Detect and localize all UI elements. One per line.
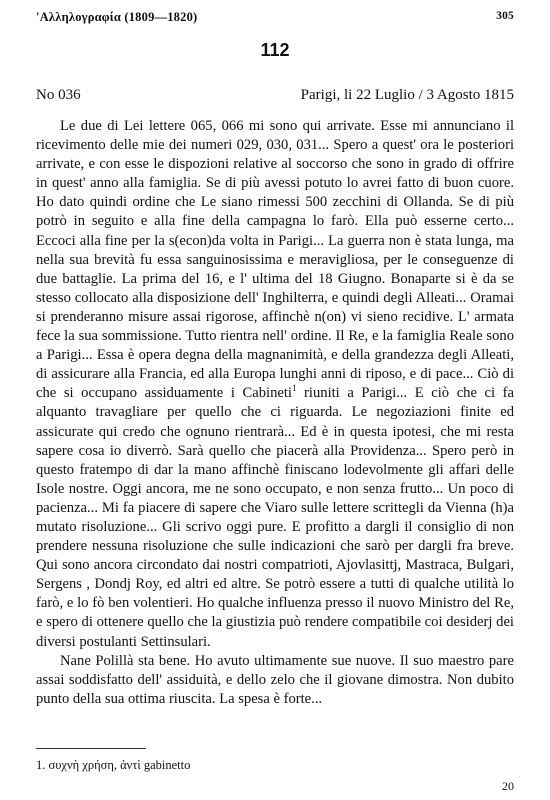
signature-mark: 20: [502, 779, 514, 793]
footnote: 1. συχνὴ χρήση, ἀντὶ gabinetto: [36, 758, 191, 772]
body-paragraph-1: [36, 117, 514, 652]
body-paragraph-1-part-b: riuniti a Parigi... E ciò che ci fa alquanto travagliare per quello che ci riguarda. Le negoziazioni finite ed assicurate qui credo che ognuno rientrarà... Ed è in questa ipotesi, che mi resta sapere cosa io diverrò. Sarà quello che piacerà alla Providenza... Spero però in questo fratempo di dar la mano affinchè finiscano lodevolmente gli affari delle Isole nostre. Oggi ancora, me ne sono occupato, e non senza frutto... Un poco di pacienza... Mi fa piacere di sapere che Viaro sulle lettere scrittegli da Vienna (h)a mutato risoluzione... Gli scrivo oggi pure. E profitto a dargli il consiglio di non prendere nessuna risoluzione che sulle indicazioni che sarò per dargli fra breve. Qui sono ancora circondato dai nostri compatrioti, Ajovlasittj, Mastraca, Bulgari, Sergens , Dondj Roy, ed altri ed altre. Se potrò essere a tutti di qualche utilità lo farò, e lo fò ben volentieri. Ho qualche influenza presso il nuovo Ministro del Re, e spero di ottenere quello che la giustizia può rendere compatibile coi desiderj dei diversi postulanti Settinsulari.: [36, 385, 514, 650]
footnote-divider: [36, 748, 146, 749]
body-paragraph-2: Nane Polillà sta bene. Ho avuto ultimamente sue nuove. Il suo maestro pare assai soddisfatto dell' assiduità, e dello zelo che il giovane dimostra. Non dubito punto della sua ottima riuscita. La spesa è forte...: [36, 652, 514, 707]
footnote-mark: 1: [291, 383, 297, 394]
letter-number: 112: [260, 40, 290, 60]
running-header: [36, 10, 514, 28]
page-number: 305: [496, 10, 514, 22]
letter-place-date: Parigi, li 22 Luglio / 3 Agosto 1815: [300, 87, 514, 103]
letter-meta: [36, 87, 514, 107]
letter-body: [36, 117, 514, 709]
letter-protocol-number: No 036: [36, 87, 81, 103]
body-paragraph-1-part-a: Le due di Lei lettere 065, 066 mi sono qui arrivate. Esse mi annunciano il ricevimento delle mie dei numeri 029, 030, 031... Spero a quest' ora le posteriori arrivate, e con esse le dispozioni relative al soccorso che sono in grado di offrire in quest' anno alla famiglia. Se di più avessi potuto lo avrei fatto di buon cuore. Ho dato quindi ordine che Le siano rimessi 500 zecchini di Ollanda. Se di più potrò in seguito e alla fine della campagna lo farò. Ella può esserne certo... Eccoci alla fine per la s(econ)da volta in Parigi... La guerra non è stata lunga, ma nella sua brevità fu essa sanguinosissima e meravigliosa, per le conseguenze di due battaglie. La prima del 16, e l' ultima del 18 Giugno. Bonaparte si è da se stesso collocato alla disposizione dell' Inghilterra, e quindi degli Alleati... Oramai si prenderanno misure assai rigorose, affinchè n(on) vi sieno recidive. L' armata fece la sua sommissione. Tutto rientra nell' ordine. Il Re, e la famiglia Reale sono a Parigi... Essa è opera degna della magnanimità, e della grandezza degli Alleati, di assicurare alla Francia, ed alla Europa lunghi anni di riposo, e di pace... Ciò di che si occupano assiduamente i Cabineti: [36, 118, 514, 402]
running-header-title: 'Αλληλογραφία (1809—1820): [36, 10, 198, 24]
